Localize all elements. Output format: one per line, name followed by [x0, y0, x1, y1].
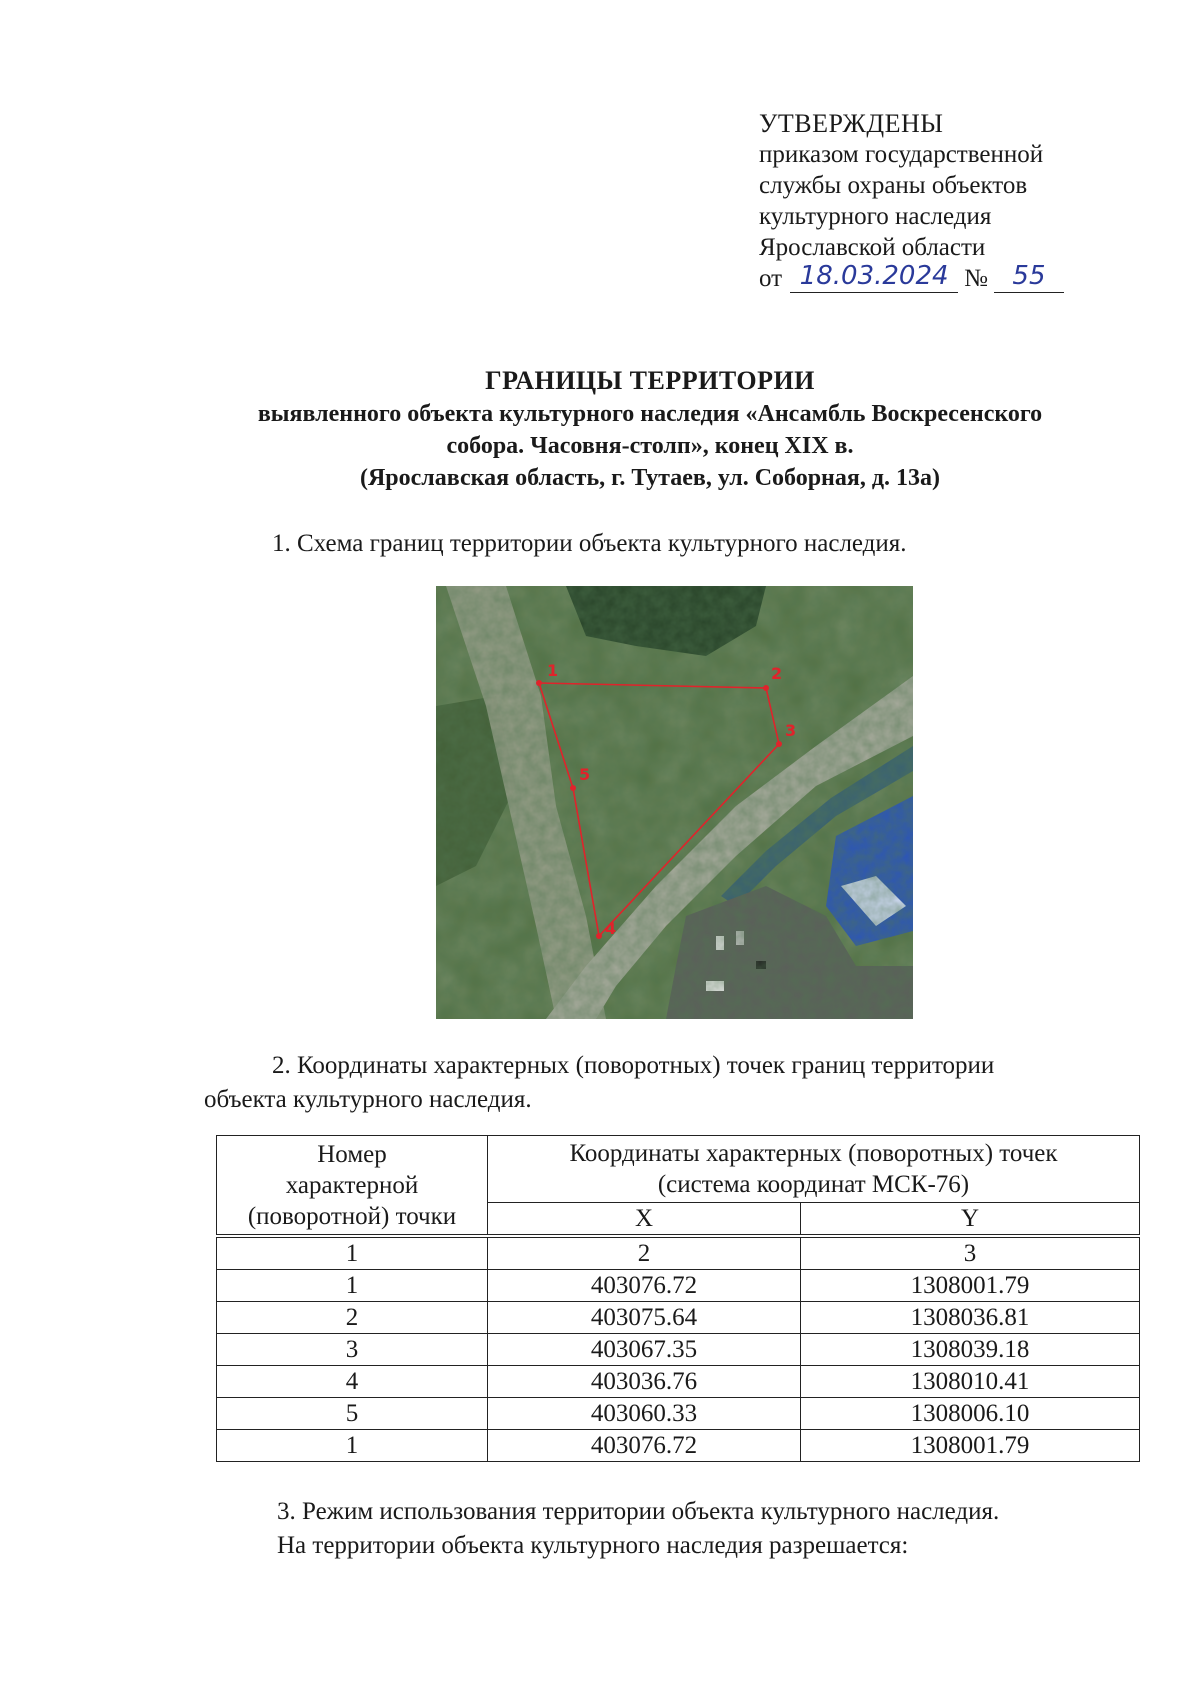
section-2-heading-line-1: 2. Координаты характерных (поворотных) точек границ территории — [272, 1052, 995, 1079]
x-cell: 403036.76 — [488, 1366, 801, 1398]
header-coordinates-group — [488, 1136, 1140, 1203]
table-row — [217, 1334, 1140, 1366]
coordinates-table — [216, 1135, 1140, 1462]
vertex-label-5: 5 — [579, 765, 591, 784]
approval-line: службы охраны объектов — [759, 172, 1028, 199]
y-cell: 1308010.41 — [801, 1366, 1140, 1398]
vertex-3 — [776, 741, 782, 747]
header-point-number-line: Номер — [317, 1140, 387, 1168]
vertex-2 — [763, 685, 769, 691]
y-cell: 1308006.10 — [801, 1398, 1140, 1430]
x-cell: 403067.35 — [488, 1334, 801, 1366]
satellite-image — [436, 586, 913, 1019]
table-row — [217, 1398, 1140, 1430]
header-y: Y — [801, 1203, 1140, 1237]
y-cell: 1308036.81 — [801, 1302, 1140, 1334]
point-number-cell: 3 — [217, 1334, 488, 1366]
y-cell: 1308039.18 — [801, 1334, 1140, 1366]
foliage-texture — [436, 586, 913, 1019]
handwritten-number: 55 — [994, 261, 1064, 293]
index-cell: 1 — [217, 1236, 488, 1270]
title-line-2: собора. Часовня-столп», конец XIX в. — [446, 433, 854, 459]
approval-line: культурного наследия — [759, 203, 992, 230]
table-index-row — [217, 1236, 1140, 1270]
vertex-5 — [570, 785, 576, 791]
y-cell: 1308001.79 — [801, 1270, 1140, 1302]
x-cell: 403076.72 — [488, 1270, 801, 1302]
title-line-3: (Ярославская область, г. Тутаев, ул. Соборная, д. 13а) — [359, 465, 941, 491]
title-line-1: выявленного объекта культурного наследия «Ансамбль Воскресенского — [257, 401, 1043, 427]
header-point-number-line: (поворотной) точки — [247, 1202, 457, 1230]
point-number-cell: 1 — [217, 1270, 488, 1302]
approval-block — [759, 108, 1064, 295]
approval-title: УТВЕРЖДЕНЫ — [759, 109, 944, 138]
header-group-line: Координаты характерных (поворотных) точек — [569, 1140, 1058, 1167]
date-prefix: от — [759, 265, 783, 292]
vertex-4 — [596, 933, 602, 939]
handwritten-date: 18.03.2024 — [790, 261, 958, 293]
table-row — [217, 1366, 1140, 1398]
section-2-heading-line-2: объекта культурного наследия. — [204, 1086, 532, 1113]
header-x: X — [488, 1203, 801, 1237]
approval-line: приказом государственной — [759, 141, 1044, 168]
vertex-label-1: 1 — [547, 661, 559, 680]
x-cell: 403060.33 — [488, 1398, 801, 1430]
document-title — [150, 364, 1150, 494]
index-cell: 2 — [488, 1236, 801, 1270]
boundary-map — [436, 586, 913, 1019]
header-point-number — [217, 1136, 488, 1237]
vertex-1 — [536, 680, 542, 686]
section-3-text: На территории объекта культурного наследия разрешается: — [277, 1532, 909, 1559]
header-point-number-line: характерной — [285, 1171, 419, 1199]
point-number-cell: 1 — [217, 1430, 488, 1462]
section-1-heading: 1. Схема границ территории объекта культурного наследия. — [272, 530, 907, 557]
approval-line: Ярославской области — [759, 234, 986, 261]
number-sign: № — [964, 265, 988, 292]
x-cell: 403076.72 — [488, 1430, 801, 1462]
vertex-label-3: 3 — [785, 721, 797, 740]
approval-date-line — [759, 263, 1064, 295]
table-row — [217, 1302, 1140, 1334]
y-cell: 1308001.79 — [801, 1430, 1140, 1462]
title-main: ГРАНИЦЫ ТЕРРИТОРИИ — [485, 366, 815, 395]
x-cell: 403075.64 — [488, 1302, 801, 1334]
point-number-cell: 4 — [217, 1366, 488, 1398]
point-number-cell: 5 — [217, 1398, 488, 1430]
header-group-line: (система координат МСК-76) — [657, 1171, 970, 1198]
vertex-label-4: 4 — [605, 919, 617, 938]
section-2-heading — [204, 1050, 1152, 1082]
index-cell: 3 — [801, 1236, 1140, 1270]
table-row — [217, 1270, 1140, 1302]
section-3-heading: 3. Режим использования территории объекта культурного наследия. — [277, 1498, 1000, 1525]
table-row — [217, 1430, 1140, 1462]
vertex-label-2: 2 — [771, 664, 783, 683]
point-number-cell: 2 — [217, 1302, 488, 1334]
table-header-row — [217, 1136, 1140, 1203]
